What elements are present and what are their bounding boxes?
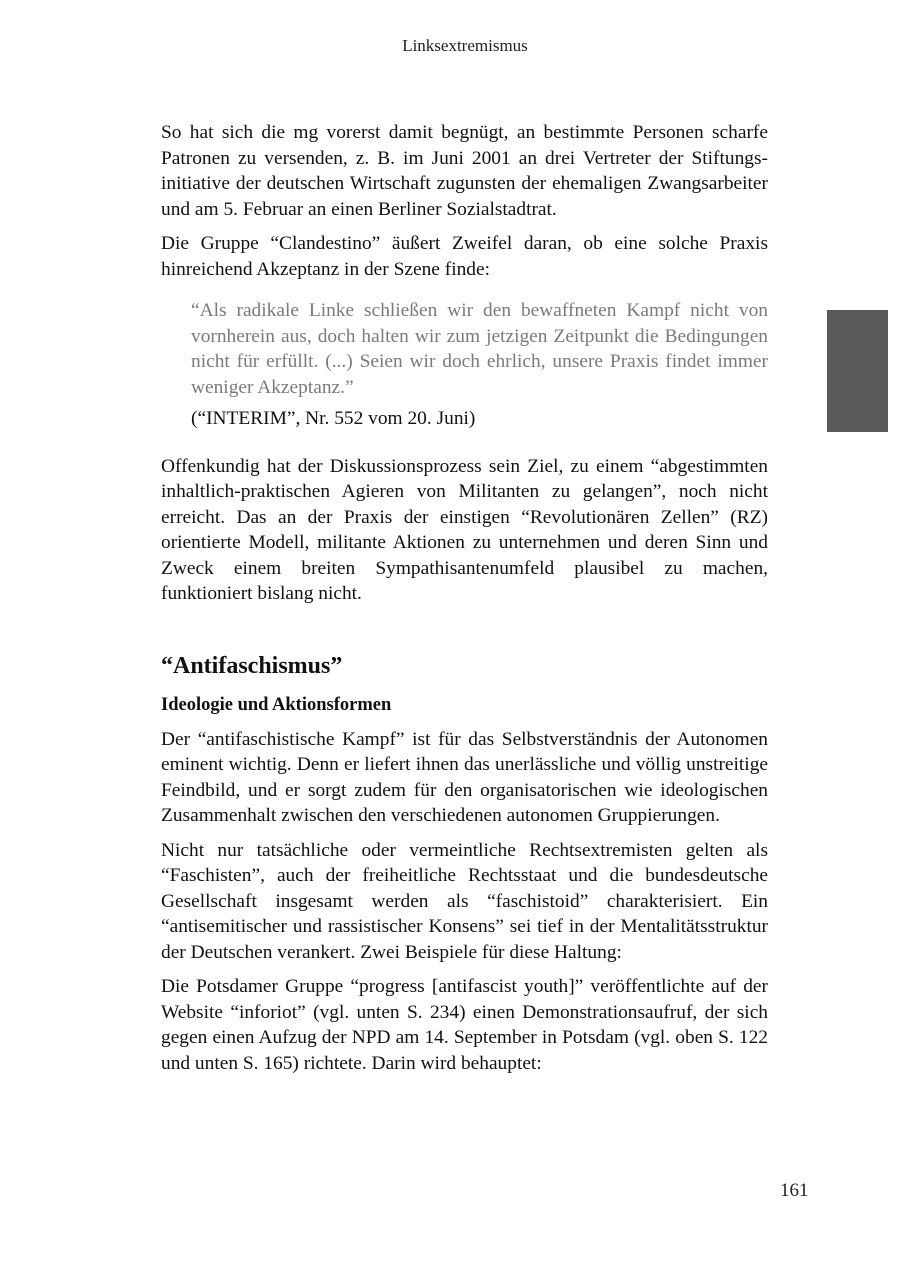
page-number: 161 bbox=[780, 1180, 809, 1201]
block-quote bbox=[191, 298, 768, 400]
quote-source: (“INTERIM”, Nr. 552 vom 20. Juni) bbox=[191, 408, 476, 429]
paragraph: Die Gruppe “Clandestino” äußert Zweifel daran, ob eine solche Praxis hinreichend Akzeptanz in der Szene finde: bbox=[161, 233, 768, 280]
running-header: Linksextremismus bbox=[402, 36, 528, 55]
subsection-heading: Ideologie und Aktionsformen bbox=[161, 694, 392, 715]
chapter-thumb-tab bbox=[827, 310, 888, 432]
paragraph: Offenkundig hat der Diskussionsprozess sein Ziel, zu einem “abgestimmten inhaltlich-praktischen Agieren von Militanten zu gelangen”, noch nicht erreicht. Das an der Praxis der einstigen “Revolutionären Zellen” (RZ) orientierte Modell, militante Aktionen zu unternehmen und deren Sinn und Zweck einem breiten Sympathisantenumfeld plausibel zu machen, funktioniert bislang nicht. bbox=[161, 455, 768, 604]
section-heading: “Antifaschismus” bbox=[161, 652, 343, 679]
paragraph: So hat sich die mg vorerst damit begnügt, an bestimmte Personen scharfe Patronen zu versenden, z. B. im Juni 2001 an drei Vertreter der Stiftungsinitiative der deutschen Wirtschaft zugunsten der ehemaligen Zwangsarbeiter und am 5. Februar an einen Berliner Sozialstadtrat. bbox=[161, 122, 768, 220]
quote-text: “Als radikale Linke schließen wir den bewaffneten Kampf nicht von vornherein aus, doch halten wir zum jetzigen Zeitpunkt die Bedingungen nicht für erfüllt. (...) Seien wir doch ehrlich, unsere Praxis findet immer weniger Akzeptanz.” bbox=[191, 300, 768, 398]
page-body bbox=[161, 120, 768, 1085]
paragraph: Der “antifaschistische Kampf” ist für das Selbstverständnis der Autonomen eminent wichtig. Denn er liefert ihnen das unerlässliche und völlig unstreitige Feindbild, und er sorgt zudem für den organisatorischen wie ideologischen Zusammenhalt zwischen den verschiedenen autonomen Gruppierungen. bbox=[161, 728, 768, 826]
paragraph: Die Potsdamer Gruppe “progress [antifascist youth]” veröffentlichte auf der Website “inforiot” (vgl. unten S. 234) einen Demonstrationsaufruf, der sich gegen einen Aufzug der NPD am 14. September in Potsdam (vgl. oben S. 122 und unten S. 165) richtete. Darin wird behauptet: bbox=[161, 976, 768, 1074]
paragraph: Nicht nur tatsächliche oder vermeintliche Rechtsextremisten gelten als “Faschisten”, auch der freiheitliche Rechtsstaat und die bundesdeutsche Gesellschaft insgesamt werden als “faschistoid” charakterisiert. Ein “antisemitischer und rassistischer Konsens” sei tief in der Mentalitätsstruktur der Deutschen verankert. Zwei Beispiele für diese Haltung: bbox=[161, 839, 768, 963]
